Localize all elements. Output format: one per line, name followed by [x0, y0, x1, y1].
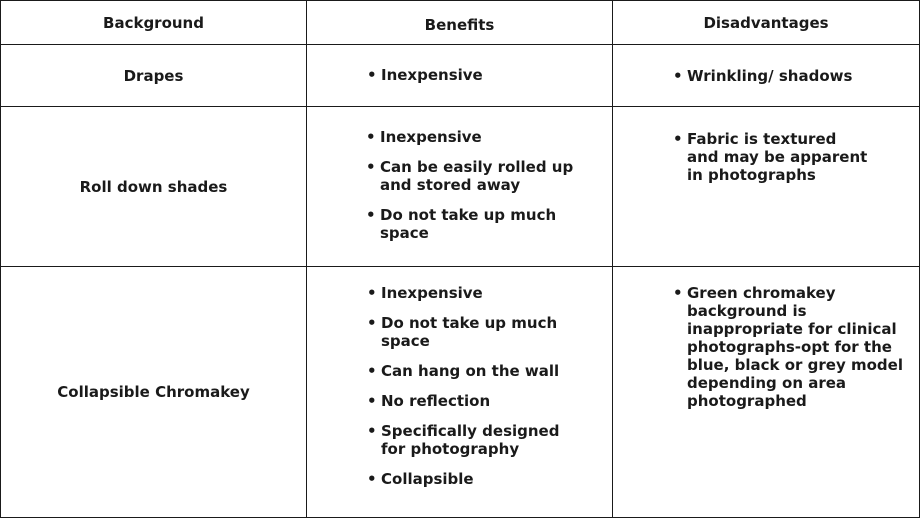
- list-item: • Inexpensive: [367, 66, 597, 84]
- header-benefits: Benefits: [424, 15, 495, 34]
- list-item: • Can be easily rolled up and stored away: [366, 158, 576, 194]
- list-item: • Green chromakey background is inappropriate for clinical photographs-opt for the blue, black or grey model depending on area photographed: [673, 284, 909, 410]
- header-background: Background: [103, 13, 204, 32]
- list-item: • Inexpensive: [366, 128, 576, 146]
- list-item: • Do not take up much space: [367, 314, 567, 350]
- list-item: • Specifically designed for photography: [367, 422, 567, 458]
- row-chromakey-background: Collapsible Chromakey: [57, 383, 250, 401]
- list-item: • Collapsible: [367, 470, 567, 488]
- list-item: • Wrinkling/ shadows: [673, 67, 903, 85]
- row-chromakey-benefits: [367, 284, 567, 488]
- row-chromakey-disadvantages: [673, 284, 909, 410]
- row-shades-disadvantages: [673, 130, 873, 184]
- column-divider: [306, 1, 307, 517]
- row-drapes-background: Drapes: [123, 66, 184, 85]
- column-divider: [612, 1, 613, 517]
- list-item: • Do not take up much space: [366, 206, 576, 242]
- list-item: • Fabric is textured and may be apparent in photographs: [673, 130, 873, 184]
- row-drapes-disadvantages: [673, 67, 903, 85]
- row-drapes-benefits: [367, 66, 597, 84]
- list-item: • No reflection: [367, 392, 567, 410]
- header-disadvantages: Disadvantages: [703, 13, 829, 32]
- list-item: • Can hang on the wall: [367, 362, 567, 380]
- row-shades-background: Roll down shades: [79, 177, 228, 196]
- list-item: • Inexpensive: [367, 284, 567, 302]
- row-shades-benefits: [366, 128, 576, 242]
